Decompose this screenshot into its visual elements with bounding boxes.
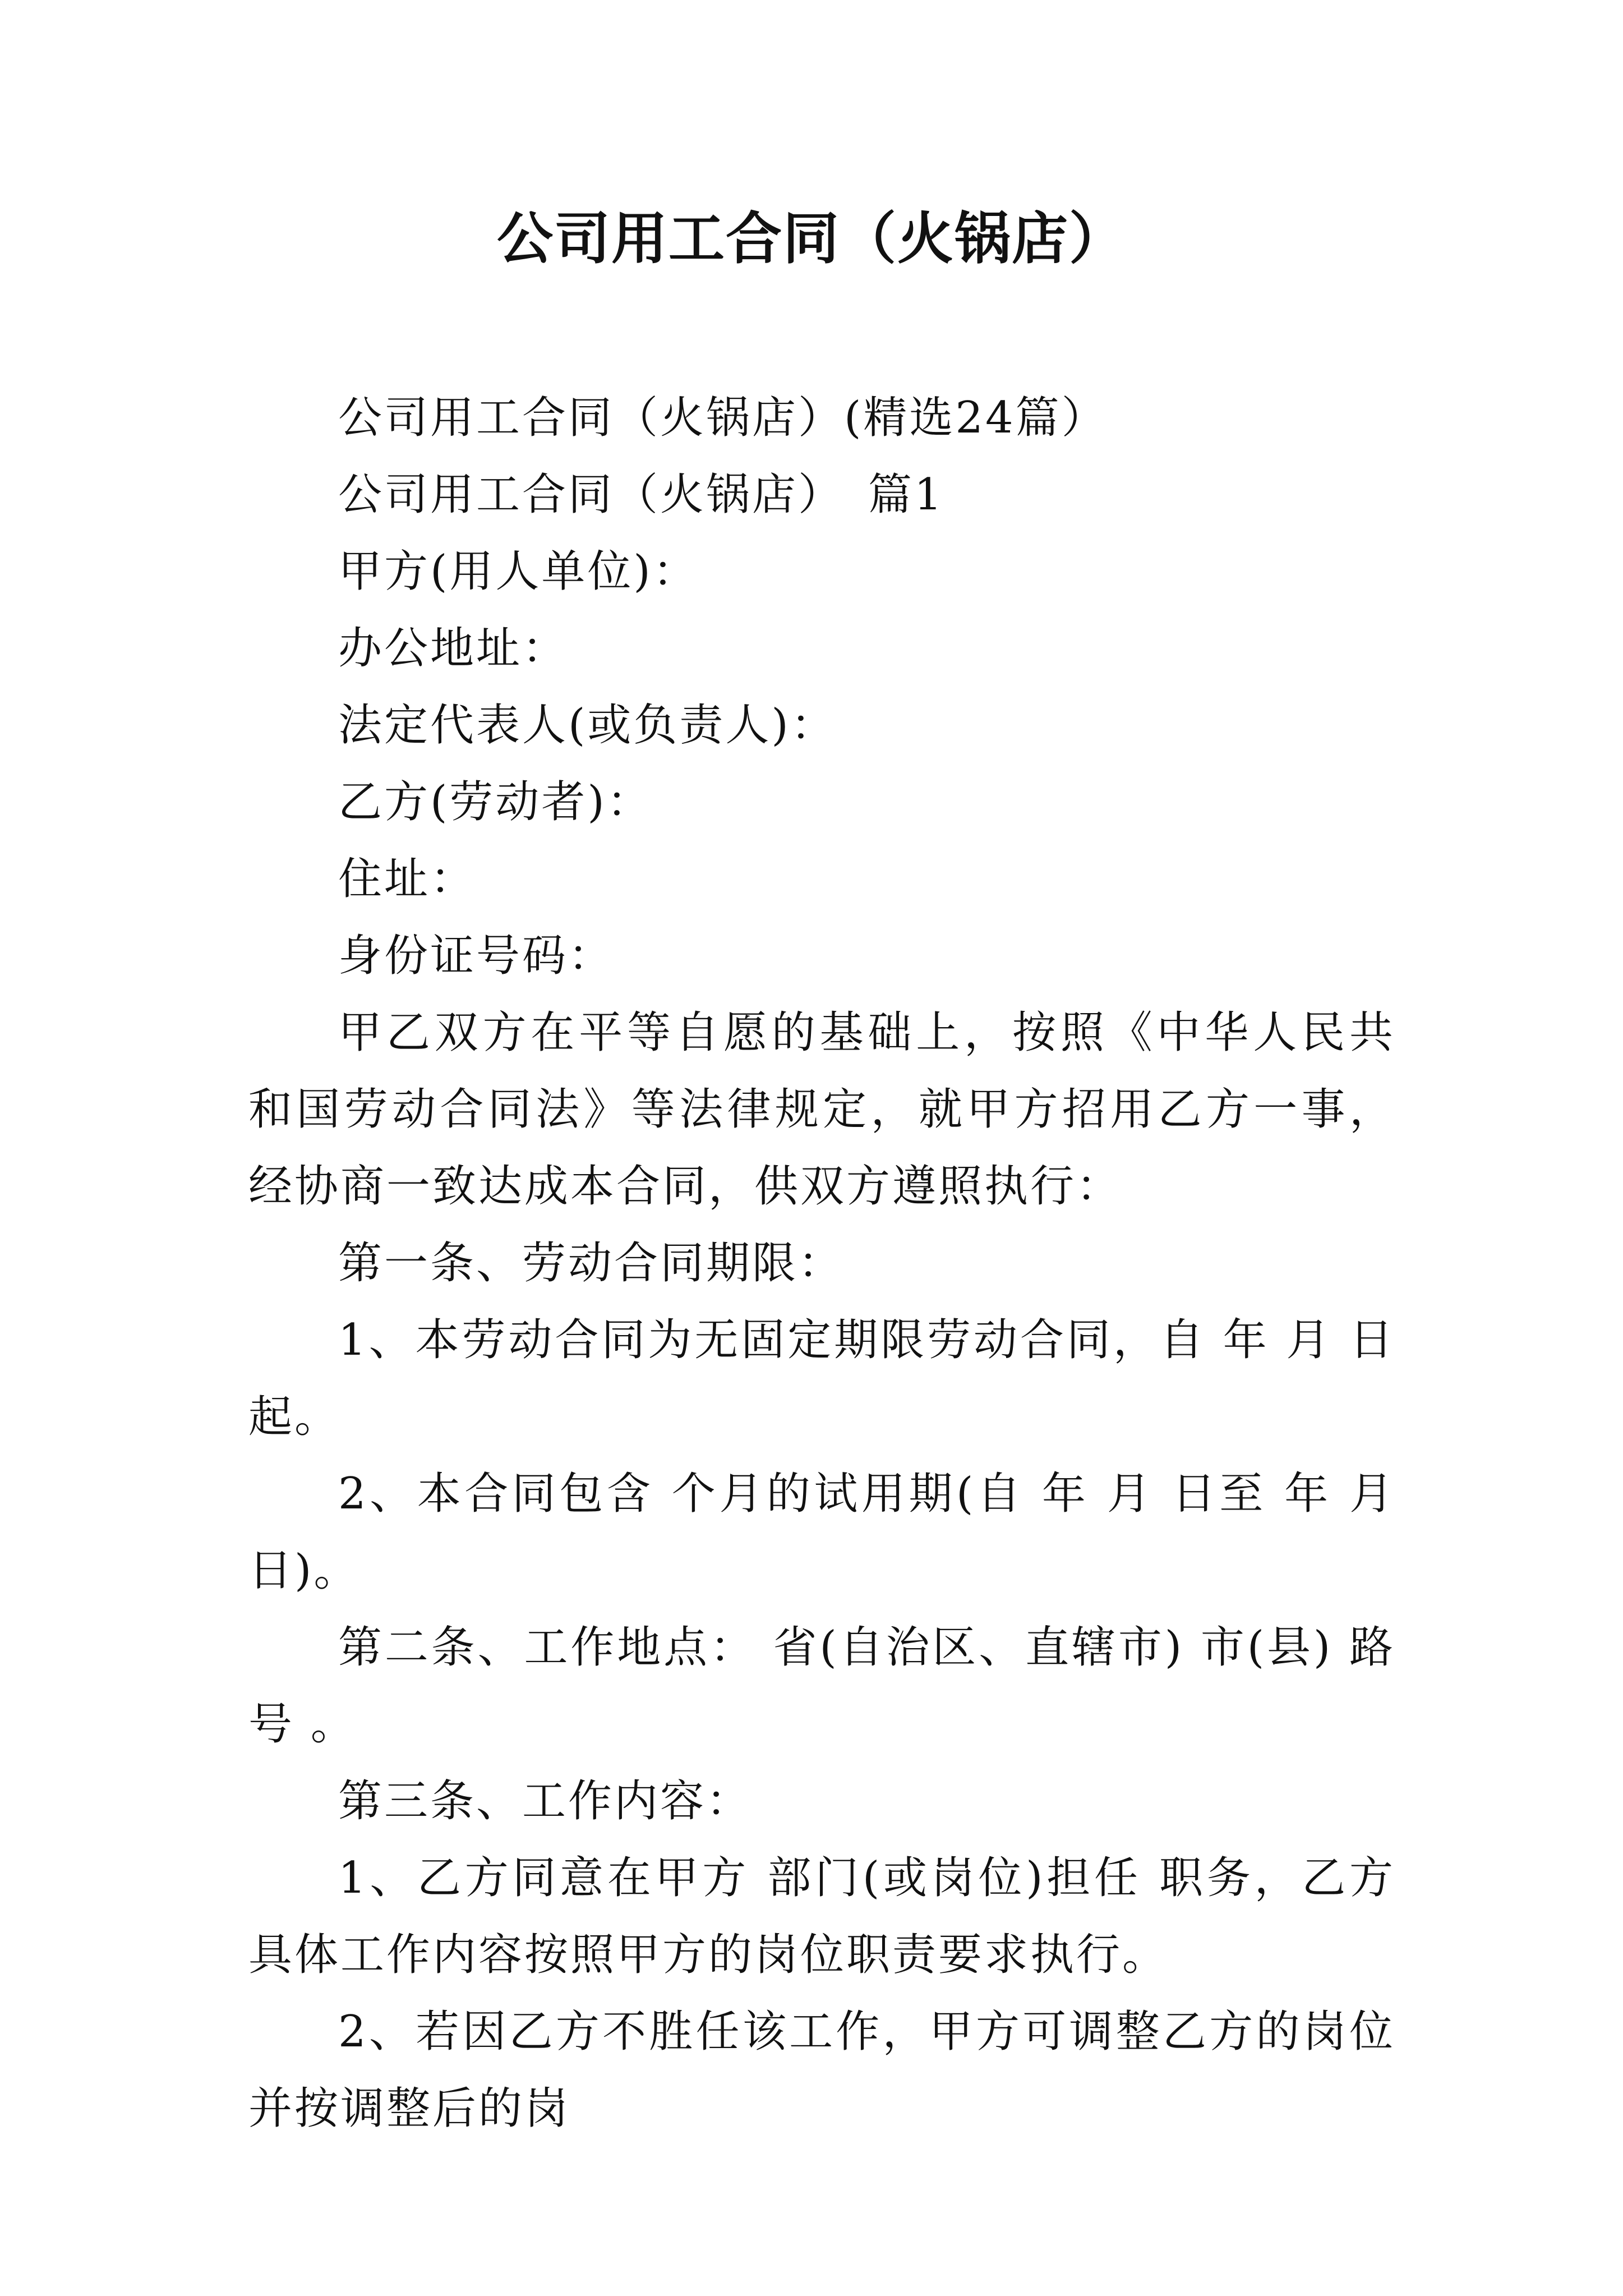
paragraph-party-a: 甲方(用人单位)： [338, 546, 699, 597]
paragraph-article-1: 第一条、劳动合同期限： [338, 1238, 845, 1289]
paragraph-id-number: 身份证号码： [338, 931, 615, 981]
paragraph-legal-representative: 法定代表人(或负责人)： [338, 700, 837, 751]
paragraph-office-address: 办公地址： [338, 623, 569, 674]
paragraph-article-1-item-1: 1、本劳动合同为无固定期限劳动合同，自 年 月 日起。 [248, 1315, 1395, 1442]
paragraph-party-b: 乙方(劳动者)： [338, 777, 653, 827]
document-title: 公司用工合同（火锅店） [497, 205, 1126, 272]
paragraph-section-heading: 公司用工合同（火锅店） 篇1 [338, 470, 944, 520]
paragraph-article-3: 第三条、工作内容： [338, 1776, 753, 1826]
paragraph-article-1-item-2: 2、本合同包含 个月的试用期(自 年 月 日至 年 月 日)。 [248, 1469, 1395, 1596]
paragraph-address: 住址： [338, 854, 477, 904]
paragraph-article-2: 第二条、工作地点： 省(自治区、直辖市) 市(县) 路 号 。 [248, 1622, 1395, 1750]
paragraph-article-3-item-2: 2、若因乙方不胜任该工作，甲方可调整乙方的岗位并按调整后的岗 [248, 2007, 1395, 2134]
document-body [248, 380, 1395, 2147]
paragraph-article-3-item-1: 1、乙方同意在甲方 部门(或岗位)担任 职务，乙方具体工作内容按照甲方的岗位职责要求执行。 [248, 1853, 1395, 1980]
paragraph-subtitle: 公司用工合同（火锅店）(精选24篇） [338, 393, 1108, 443]
paragraph-preamble: 甲乙双方在平等自愿的基础上，按照《中华人民共和国劳动合同法》等法律规定，就甲方招用乙方一事，经协商一致达成本合同，供双方遵照执行： [248, 1007, 1395, 1212]
